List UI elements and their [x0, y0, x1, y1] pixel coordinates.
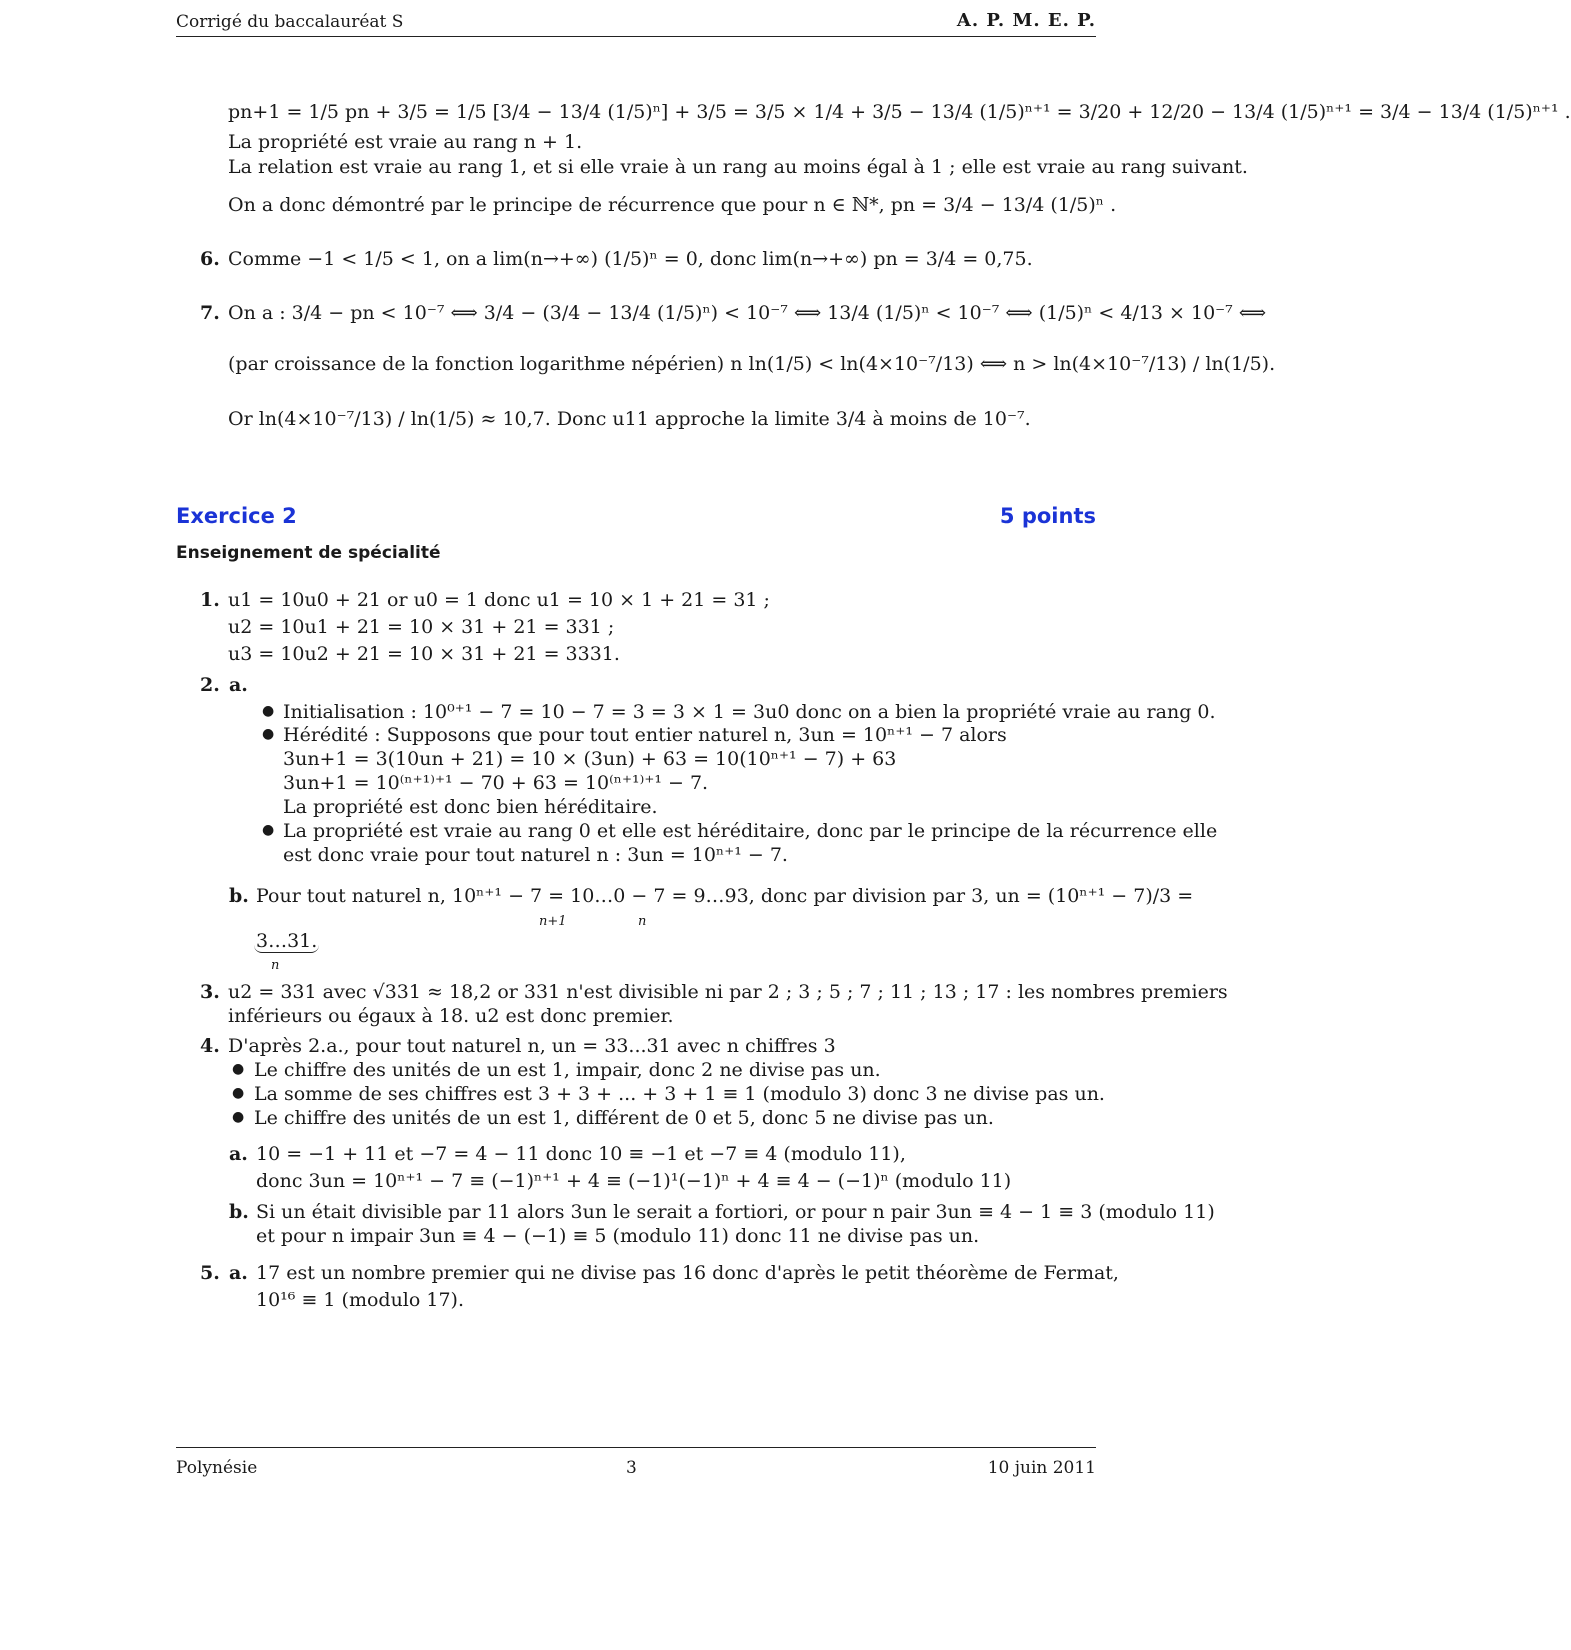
heredite-line1: 3un+1 = 3(10un + 21) = 10 × (3un) + 63 = 10(10ⁿ⁺¹ − 7) + 63	[283, 748, 897, 770]
question-3-line1: u2 = 331 avec √331 ≈ 18,2 or 331 n'est divisible ni par 2 ; 3 ; 5 ; 7 ; 11 ; 13 ; 17 : les nombres premiers	[228, 981, 1228, 1003]
question-4b-line1: Si un était divisible par 11 alors 3un le serait a fortiori, or pour n pair 3un ≡ 4 − 1 ≡ 3 (modulo 11)	[256, 1201, 1215, 1223]
page-footer	[176, 1447, 1096, 1478]
question-2b-line2	[254, 929, 319, 953]
exercise-subtitle: Enseignement de spécialité	[176, 543, 441, 563]
bullet-2: ●	[262, 726, 275, 742]
question-7-line2: (par croissance de la fonction logarithme népérien) n ln(1/5) < ln(4×10⁻⁷/13) ⟺ n > ln(4×10⁻⁷/13) / ln(1/5).	[228, 353, 1276, 375]
question-5a-line1: 17 est un nombre premier qui ne divise pas 16 donc d'après le petit théorème de Fermat,	[256, 1262, 1119, 1284]
question-6-text: Comme −1 < 1/5 < 1, on a lim(n→+∞) (1/5)ⁿ = 0, donc lim(n→+∞) pn = 3/4 = 0,75.	[228, 248, 1033, 270]
recurrence-conclusion: On a donc démontré par le principe de récurrence que pour n ∈ ℕ*, pn = 3/4 − 13/4 (1/5)ⁿ .	[228, 194, 1117, 216]
exercise-title: Exercice 2	[176, 504, 297, 528]
bullet-5: ●	[232, 1085, 245, 1101]
question-4-bullet2: La somme de ses chiffres est 3 + 3 + ... + 3 + 1 ≡ 1 (modulo 3) donc 3 ne divise pas un.	[254, 1083, 1105, 1105]
footer-page-number: 3	[626, 1458, 637, 1478]
question-7-line1: On a : 3/4 − pn < 10⁻⁷ ⟺ 3/4 − (3/4 − 13/4 (1/5)ⁿ) < 10⁻⁷ ⟺ 13/4 (1/5)ⁿ < 10⁻⁷ ⟺ (1/5)ⁿ < 4/13 × 10⁻⁷ ⟺	[228, 302, 1267, 324]
relation-statement: La relation est vraie au rang 1, et si elle vraie à un rang au moins égal à 1 ; elle est vraie au rang suivant.	[228, 156, 1248, 178]
footer-location: Polynésie	[176, 1458, 258, 1478]
question-2-number: 2.	[200, 674, 220, 696]
question-4a-line1: 10 = −1 + 11 et −7 = 4 − 11 donc 10 ≡ −1 et −7 ≡ 4 (modulo 11),	[256, 1143, 906, 1165]
heredite-line2: 3un+1 = 10⁽ⁿ⁺¹⁾⁺¹ − 70 + 63 = 10⁽ⁿ⁺¹⁾⁺¹ − 7.	[283, 772, 709, 794]
question-4-bullet1: Le chiffre des unités de un est 1, impair, donc 2 ne divise pas un.	[254, 1059, 881, 1081]
question-5a-line2: 10¹⁶ ≡ 1 (modulo 17).	[256, 1289, 464, 1311]
brace-label-n-plus-1: n+1	[539, 914, 567, 929]
question-1-line2: u2 = 10u1 + 21 = 10 × 31 + 21 = 331 ;	[228, 616, 615, 638]
initialisation-text: Initialisation : 10⁰⁺¹ − 7 = 10 − 7 = 3 = 3 × 1 = 3u0 donc on a bien la propriété vraie au rang 0.	[283, 701, 1216, 723]
question-1-number: 1.	[200, 589, 220, 611]
question-4b-label: b.	[229, 1201, 249, 1223]
question-1-line3: u3 = 10u2 + 21 = 10 × 31 + 21 = 3331.	[228, 643, 620, 665]
question-4-number: 4.	[200, 1035, 220, 1057]
question-4-bullet3: Le chiffre des unités de un est 1, différent de 0 et 5, donc 5 ne divise pas un.	[254, 1107, 994, 1129]
question-2b-label: b.	[229, 885, 249, 907]
question-4a-line2: donc 3un = 10ⁿ⁺¹ − 7 ≡ (−1)ⁿ⁺¹ + 4 ≡ (−1)¹(−1)ⁿ + 4 ≡ 4 − (−1)ⁿ (modulo 11)	[256, 1170, 1012, 1192]
property-true-n1: La propriété est vraie au rang n + 1.	[228, 131, 583, 153]
question-1-line1: u1 = 10u0 + 21 or u0 = 1 donc u1 = 10 × 1 + 21 = 31 ;	[228, 589, 770, 611]
bullet-4: ●	[232, 1061, 245, 1077]
page-header	[176, 10, 1096, 37]
question-5-number: 5.	[200, 1262, 220, 1284]
brace-label-n: n	[638, 914, 647, 929]
question-4-intro: D'après 2.a., pour tout naturel n, un = 33...31 avec n chiffres 3	[228, 1035, 836, 1057]
footer-date: 10 juin 2011	[987, 1458, 1096, 1478]
heredite-text: Hérédité : Supposons que pour tout entier naturel n, 3un = 10ⁿ⁺¹ − 7 alors	[283, 724, 1007, 746]
heredite-line3: La propriété est donc bien héréditaire.	[283, 796, 658, 818]
question-5a-label: a.	[229, 1262, 248, 1284]
conclusion-line2: est donc vraie pour tout naturel n : 3un = 10ⁿ⁺¹ − 7.	[283, 844, 788, 866]
digits-brace: 3…31.	[256, 930, 318, 952]
question-3-line2: inférieurs ou égaux à 18. u2 est donc premier.	[228, 1005, 674, 1027]
document-page	[176, 0, 1571, 1650]
question-4a-label: a.	[229, 1143, 248, 1165]
bullet-3: ●	[262, 822, 275, 838]
recurrence-computation: pn+1 = 1/5 pn + 3/5 = 1/5 [3/4 − 13/4 (1/5)ⁿ] + 3/5 = 3/5 × 1/4 + 3/5 − 13/4 (1/5)ⁿ⁺¹ = 3/20 + 12/20 − 13/4 (1/5)ⁿ⁺¹ = 3/4 − 13/4 (1/5)ⁿ⁺¹ .	[228, 101, 1571, 123]
bullet-1: ●	[262, 703, 275, 719]
header-publisher: A. P. M. E. P.	[956, 10, 1096, 31]
exercise-points: 5 points	[999, 504, 1096, 528]
bullet-6: ●	[232, 1109, 245, 1125]
header-title: Corrigé du baccalauréat S	[176, 12, 404, 32]
question-4b-line2: et pour n impair 3un ≡ 4 − (−1) ≡ 5 (modulo 11) donc 11 ne divise pas un.	[256, 1225, 980, 1247]
question-6-number: 6.	[200, 248, 220, 270]
brace-label-n-2: n	[271, 958, 280, 973]
conclusion-line1: La propriété est vraie au rang 0 et elle est héréditaire, donc par le principe de la récurrence elle	[283, 820, 1218, 842]
question-2b-line1: Pour tout naturel n, 10ⁿ⁺¹ − 7 = 10…0 − 7 = 9…93, donc par division par 3, un = (10ⁿ⁺¹ − 7)/3 =	[256, 885, 1194, 907]
question-2a-label: a.	[229, 674, 248, 696]
question-3-number: 3.	[200, 981, 220, 1003]
question-7-line3: Or ln(4×10⁻⁷/13) / ln(1/5) ≈ 10,7. Donc u11 approche la limite 3/4 à moins de 10⁻⁷.	[228, 408, 1031, 430]
question-7-number: 7.	[200, 302, 220, 324]
